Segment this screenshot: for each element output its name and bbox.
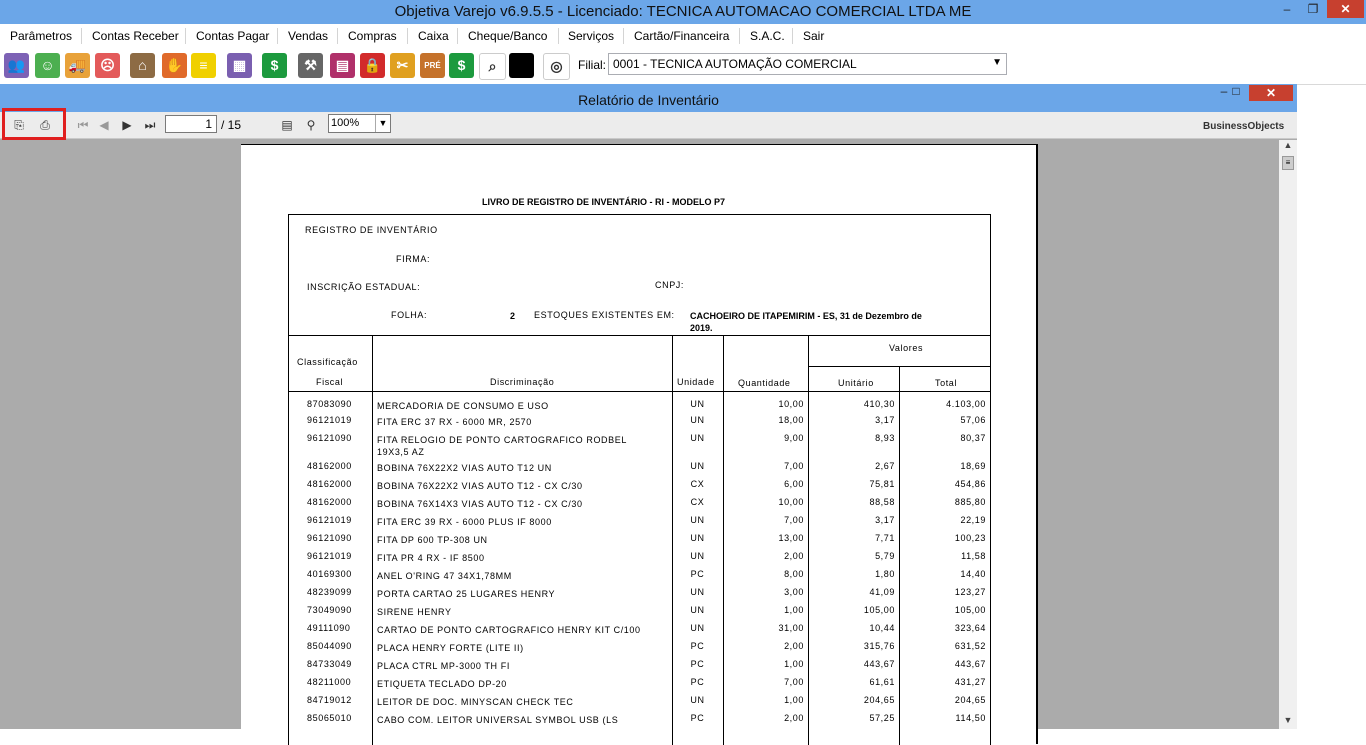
row-quantity: 10,00 (778, 399, 804, 409)
chevron-down-icon: ▼ (992, 57, 1002, 68)
row-unit: CX (690, 497, 705, 507)
row-quantity: 31,00 (778, 623, 804, 633)
menu-separator (558, 28, 559, 44)
row-total: 14,40 (960, 569, 986, 579)
row-total: 123,27 (954, 587, 986, 597)
row-ncm: 96121019 (307, 551, 352, 561)
zoom-value: 100% (331, 117, 360, 129)
row-quantity: 3,00 (784, 587, 804, 597)
row-unit: UN (690, 623, 705, 633)
scroll-up-icon[interactable]: ▲ (1283, 140, 1293, 150)
menu-bar (0, 24, 1366, 48)
row-description: ETIQUETA TECLADO DP-20 (377, 679, 507, 689)
row-ncm: 73049090 (307, 605, 352, 615)
vertical-scrollbar[interactable] (1279, 140, 1297, 729)
col-line-1 (372, 335, 373, 745)
zoom-dropdown[interactable] (328, 114, 391, 133)
col-total: Total (935, 378, 958, 388)
row-unit: UN (690, 461, 705, 471)
menu-separator (407, 28, 408, 44)
smiley-happy-icon[interactable]: ☺ (35, 53, 60, 78)
estoques-label: ESTOQUES EXISTENTES EM: (534, 310, 675, 320)
row-unit: UN (690, 695, 705, 705)
row-description: MERCADORIA DE CONSUMO E USO (377, 401, 549, 411)
menu-cartao-financeira[interactable]: Cartão/Financeira (634, 29, 730, 43)
row-unit-price: 1,80 (875, 569, 895, 579)
estoques-value-2: 2019. (690, 323, 713, 333)
box-icon[interactable]: ⌂ (130, 53, 155, 78)
header-bottom-line (288, 391, 991, 392)
row-unit-price: 88,58 (869, 497, 895, 507)
menu-separator (337, 28, 338, 44)
col-classificacao-2: Fiscal (316, 377, 344, 387)
row-unit-price: 410,30 (863, 399, 895, 409)
row-unit: UN (690, 587, 705, 597)
filial-dropdown[interactable] (608, 53, 1007, 75)
row-ncm: 85044090 (307, 641, 352, 651)
menu-separator (457, 28, 458, 44)
menu-servicos[interactable]: Serviços (568, 29, 615, 43)
row-total: 11,58 (961, 551, 986, 561)
row-ncm: 84719012 (307, 695, 352, 705)
menu-parametros[interactable]: Parâmetros (10, 29, 73, 43)
row-unit: CX (690, 479, 705, 489)
row-unit: UN (690, 399, 705, 409)
row-ncm: 85065010 (307, 713, 352, 723)
menu-vendas[interactable]: Vendas (288, 29, 329, 43)
calculator-icon[interactable]: ▦ (227, 53, 252, 78)
row-quantity: 1,00 (784, 659, 804, 669)
main-toolbar (0, 48, 1366, 85)
row-unit: UN (690, 533, 705, 543)
row-quantity: 1,00 (784, 605, 804, 615)
row-unit-price: 3,17 (875, 415, 895, 425)
row-unit: PC (690, 659, 705, 669)
chevron-down-icon: ▼ (375, 115, 390, 132)
app-title: Objetiva Varejo v6.9.5.5 - Licenciado: TECNICA AUTOMACAO COMERCIAL LTDA ME (394, 3, 972, 20)
row-unit-price: 75,81 (869, 479, 895, 489)
row-unit-price: 443,67 (863, 659, 895, 669)
row-description: FITA RELOGIO DE PONTO CARTOGRAFICO RODBEL (377, 435, 627, 445)
next-page-icon[interactable]: ▶ (122, 118, 132, 132)
row-description: LEITOR DE DOC. MINYSCAN CHECK TEC (377, 697, 574, 707)
minimize-button[interactable]: – (1283, 2, 1291, 16)
row-unit: UN (690, 515, 705, 525)
row-description: BOBINA 76X14X3 VIAS AUTO T12 - CX C/30 (377, 499, 583, 509)
row-ncm: 49111090 (307, 623, 351, 633)
row-unit: PC (690, 713, 705, 723)
row-unit-price: 7,71 (875, 533, 895, 543)
col-discriminacao: Discriminação (490, 377, 555, 387)
col-classificacao-1: Classificação (297, 357, 358, 367)
firma-label: FIRMA: (396, 254, 431, 264)
registro-label: REGISTRO DE INVENTÁRIO (305, 225, 438, 235)
row-total: 631,52 (954, 641, 986, 651)
menu-separator (81, 28, 82, 44)
row-unit-price: 3,17 (875, 515, 895, 525)
row-total: 114,50 (955, 713, 986, 723)
row-description: SIRENE HENRY (377, 607, 452, 617)
scissors-icon[interactable]: ✂ (390, 53, 415, 78)
row-quantity: 1,00 (784, 695, 804, 705)
menu-caixa[interactable]: Caixa (418, 29, 449, 43)
row-unit-price: 8,93 (875, 433, 895, 443)
row-total: 100,23 (954, 533, 986, 543)
row-ncm: 96121090 (307, 433, 352, 443)
scroll-down-icon[interactable]: ▼ (1283, 715, 1293, 725)
group-tree-icon[interactable]: ▤ (281, 118, 293, 132)
row-unit-price: 57,25 (869, 713, 895, 723)
row-description: FITA ERC 37 RX - 6000 MR, 2570 (377, 417, 532, 427)
search-icon[interactable]: ⌕ (479, 53, 506, 80)
row-unit-price: 2,67 (875, 461, 895, 471)
export-icon[interactable]: ⎘ (14, 118, 24, 132)
row-total: 80,37 (960, 433, 986, 443)
row-unit-price: 315,76 (863, 641, 895, 651)
row-unit-price: 105,00 (863, 605, 895, 615)
row-unit-price: 5,79 (875, 551, 895, 561)
row-quantity: 2,00 (784, 641, 804, 651)
last-page-icon[interactable]: ⏭ (144, 118, 156, 132)
row-quantity: 6,00 (784, 479, 804, 489)
row-ncm: 48239099 (307, 587, 352, 597)
row-unit: PC (690, 641, 705, 651)
row-unit-price: 41,09 (869, 587, 895, 597)
menu-separator (623, 28, 624, 44)
folha-value: 2 (510, 311, 516, 321)
row-total: 323,64 (954, 623, 986, 633)
row-quantity: 10,00 (778, 497, 804, 507)
scroll-thumb[interactable]: ≡ (1282, 156, 1294, 170)
export-print-highlight (2, 108, 66, 140)
row-total: 57,06 (960, 415, 986, 425)
users-icon[interactable]: 👥 (4, 53, 29, 78)
box-left-border (288, 214, 289, 745)
row-description: PLACA CTRL MP-3000 TH FI (377, 661, 510, 671)
print-icon[interactable]: ⎙ (40, 118, 50, 132)
box-right-border (990, 214, 991, 745)
row-total: 454,86 (954, 479, 986, 489)
row-ncm: 96121019 (307, 515, 352, 525)
col-valores: Valores (889, 343, 924, 353)
row-description: FITA DP 600 TP-308 UN (377, 535, 488, 545)
menu-cheque-banco[interactable]: Cheque/Banco (468, 29, 548, 43)
cnpj-label: CNPJ: (655, 280, 685, 290)
money-icon[interactable]: $ (262, 53, 287, 78)
row-total: 431,27 (954, 677, 986, 687)
row-unit: UN (690, 605, 705, 615)
filial-value: 0001 - TECNICA AUTOMAÇÃO COMERCIAL (613, 57, 857, 71)
col-quantidade: Quantidade (738, 378, 791, 388)
lock-icon[interactable]: 🔒 (360, 53, 385, 78)
header-top-line (288, 335, 991, 336)
row-unit: PC (690, 677, 705, 687)
row-description: BOBINA 76X22X2 VIAS AUTO T12 UN (377, 463, 552, 473)
box-top-border (288, 214, 991, 215)
folha-label: FOLHA: (391, 310, 428, 320)
row-total: 18,69 (960, 461, 986, 471)
row-unit: PC (690, 569, 705, 579)
book-icon[interactable]: ▤ (330, 53, 355, 78)
row-description: BOBINA 76X22X2 VIAS AUTO T12 - CX C/30 (377, 481, 583, 491)
col-unidade: Unidade (677, 377, 715, 387)
row-description: CARTAO DE PONTO CARTOGRAFICO HENRY KIT C/100 (377, 625, 641, 635)
dollar-icon[interactable]: $ (449, 53, 474, 78)
row-unit: UN (690, 551, 705, 561)
menu-separator (739, 28, 740, 44)
row-description: CABO COM. LEITOR UNIVERSAL SYMBOL USB (LS (377, 715, 619, 725)
app-title-bar (0, 0, 1366, 24)
col-unitario: Unitário (838, 378, 874, 388)
menu-separator (185, 28, 186, 44)
row-total: 204,65 (954, 695, 986, 705)
restore-button[interactable]: ❐ (1307, 2, 1319, 16)
report-window-title-bar (0, 84, 1297, 112)
row-quantity: 7,00 (784, 515, 804, 525)
report-viewer-toolbar (0, 112, 1297, 139)
row-quantity: 18,00 (778, 415, 804, 425)
close-button[interactable]: ✕ (1327, 0, 1364, 18)
businessobjects-logo: BusinessObjects (1203, 121, 1285, 132)
row-total: 4.103,00 (946, 399, 986, 409)
menu-contas-pagar[interactable]: Contas Pagar (196, 29, 270, 43)
row-description: PLACA HENRY FORTE (LITE II) (377, 643, 524, 653)
row-total: 885,80 (954, 497, 986, 507)
smiley-sad-icon[interactable]: ☹ (95, 53, 120, 78)
estoques-value-1: CACHOEIRO DE ITAPEMIRIM - ES, 31 de Dezembro de (690, 311, 922, 321)
menu-separator (792, 28, 793, 44)
report-close-button[interactable]: ✕ (1249, 85, 1293, 101)
menu-sair[interactable]: Sair (803, 29, 825, 43)
row-description: ANEL O'RING 47 34X1,78MM (377, 571, 512, 581)
row-ncm: 96121019 (307, 415, 352, 425)
row-quantity: 7,00 (784, 677, 804, 687)
report-page (241, 144, 1038, 744)
menu-contas-receber[interactable]: Contas Receber (92, 29, 179, 43)
row-total: 443,67 (954, 659, 986, 669)
row-unit-price: 61,61 (869, 677, 895, 687)
row-unit-price: 204,65 (863, 695, 895, 705)
row-description: FITA PR 4 RX - IF 8500 (377, 553, 485, 563)
truck-icon[interactable]: 🚚 (65, 53, 90, 78)
row-ncm: 84733049 (307, 659, 352, 669)
menu-separator (277, 28, 278, 44)
row-unit: UN (690, 415, 705, 425)
row-description: PORTA CARTAO 25 LUGARES HENRY (377, 589, 556, 599)
notepad-icon[interactable]: ≡ (191, 53, 216, 78)
row-quantity: 2,00 (784, 713, 804, 723)
row-ncm: 48162000 (307, 461, 352, 471)
page-number-input[interactable]: 1 (165, 115, 217, 133)
row-ncm: 48211000 (307, 677, 352, 687)
report-window-title: Relatório de Inventário (578, 92, 719, 108)
report-maximize-button[interactable]: □ (1232, 84, 1240, 98)
row-unit: UN (690, 433, 705, 443)
page-total: / 15 (221, 118, 242, 132)
row-quantity: 8,00 (784, 569, 804, 579)
row-total: 22,19 (960, 515, 986, 525)
previous-page-icon[interactable]: ◀ (99, 118, 109, 132)
cd-icon[interactable]: ◎ (543, 53, 570, 80)
row-total: 105,00 (954, 605, 986, 615)
row-ncm: 87083090 (307, 399, 352, 409)
row-quantity: 2,00 (784, 551, 804, 561)
report-window (0, 84, 1297, 729)
menu-compras[interactable]: Compras (348, 29, 397, 43)
handshake-icon[interactable]: ✋ (162, 53, 187, 78)
row-quantity: 13,00 (778, 533, 804, 543)
pre-icon[interactable]: PRÉ (420, 53, 445, 78)
first-page-icon[interactable]: ⏮ (77, 118, 89, 132)
row-quantity: 9,00 (784, 433, 804, 443)
row-ncm: 96121090 (307, 533, 352, 543)
tools-icon[interactable]: ⚒ (298, 53, 323, 78)
row-unit-price: 10,44 (869, 623, 895, 633)
menu-sac[interactable]: S.A.C. (750, 29, 785, 43)
row-description-cont: 19X3,5 AZ (377, 447, 425, 457)
ie-label: INSCRIÇÃO ESTADUAL: (307, 282, 421, 292)
report-heading: LIVRO DE REGISTRO DE INVENTÁRIO - RI - MODELO P7 (482, 197, 726, 207)
row-description: FITA ERC 39 RX - 6000 PLUS IF 8000 (377, 517, 552, 527)
row-ncm: 48162000 (307, 497, 352, 507)
binoculars-icon[interactable]: ⚲ (306, 118, 316, 132)
black-square-icon[interactable] (509, 53, 534, 78)
report-minimize-button[interactable]: – (1220, 84, 1228, 98)
row-ncm: 48162000 (307, 479, 352, 489)
filial-label: Filial: (578, 58, 607, 72)
row-quantity: 7,00 (784, 461, 804, 471)
row-ncm: 40169300 (307, 569, 352, 579)
